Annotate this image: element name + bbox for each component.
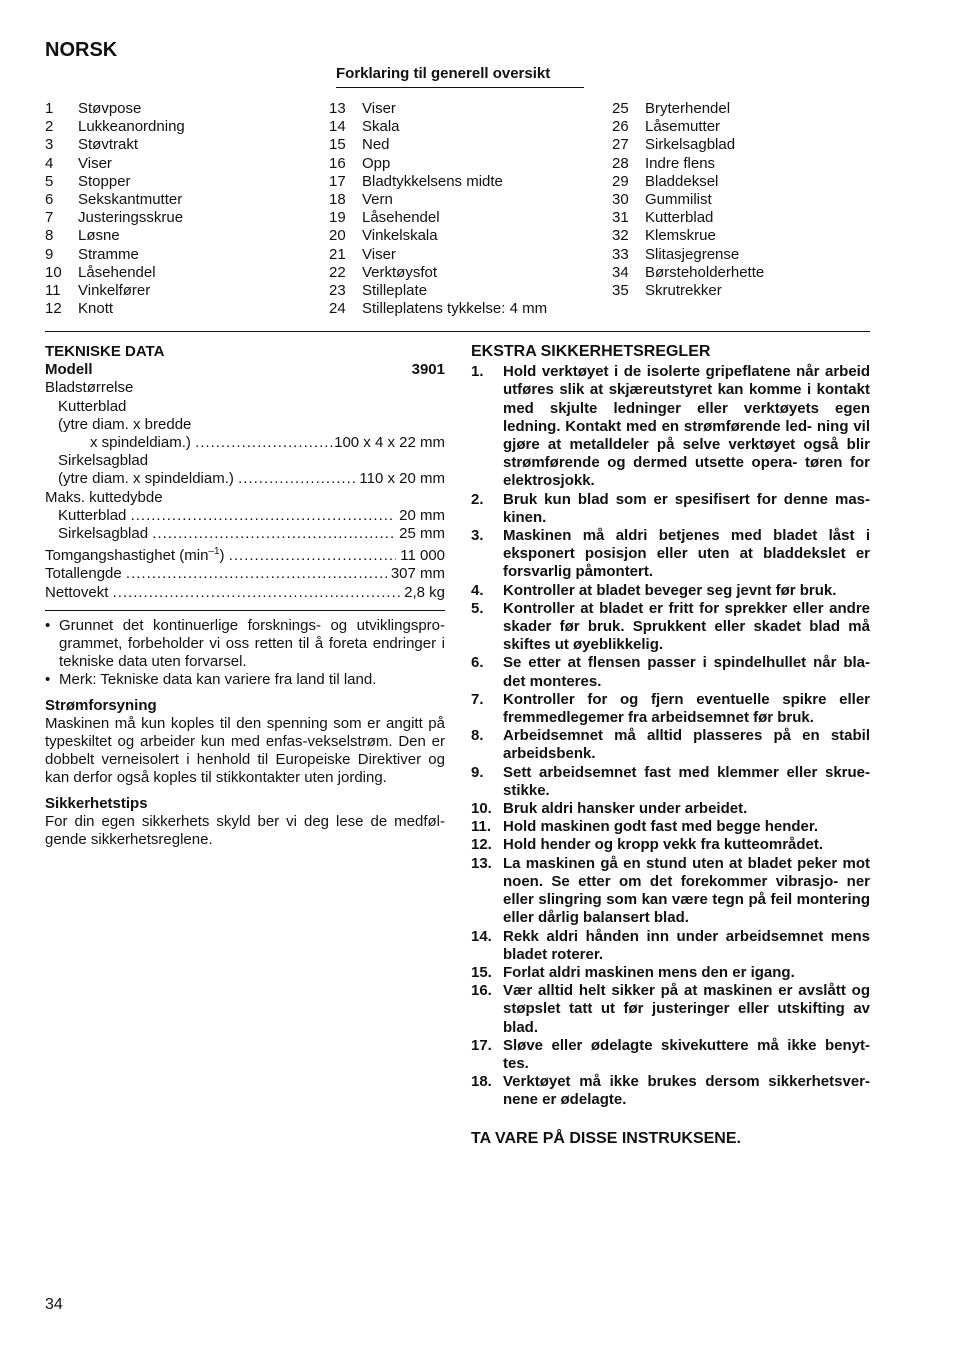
- legend-item: [329, 227, 547, 245]
- safety-rule: [471, 928, 870, 964]
- legend-label: Sirkelsagblad: [645, 136, 736, 154]
- rule-number: 12.: [471, 836, 492, 854]
- legend-number: 33: [612, 245, 629, 263]
- rule-text: Hold verktøyet i de isolerte gripeflatene når arbeid utføres slik at skjæreutstyret kan komme i kontakt med skjulte ledninger eller verktøyets egen ledning. Kontakt med en strømførende led- ning vil gjøre at metalldeler på selve verktøyet også blir strømførende og dermed utsette opera- tøren for elektrosjokk.: [503, 363, 870, 490]
- safety-rule: [471, 764, 870, 800]
- safety-rule: [471, 982, 870, 1037]
- circ-blade-label: Sirkelsagblad: [58, 452, 149, 470]
- legend-number: 32: [612, 227, 629, 245]
- rule-text: Se etter at flensen passer i spindelhullet når bla- det monteres.: [503, 654, 870, 690]
- legend-label: Lukkeanordning: [78, 118, 185, 136]
- legend-item: [612, 173, 764, 191]
- legend-item: [329, 282, 547, 300]
- legend-label: Kutterblad: [645, 209, 714, 227]
- legend-label: Støvpose: [78, 100, 142, 117]
- rule-number: 14.: [471, 927, 492, 945]
- cutter-dims-row: [45, 434, 445, 452]
- rule-text: Kontroller at bladet er fritt for sprekker eller andre skader før bruk. Sprukkent eller skadet blad må skiftes ut øyeblikkelig.: [503, 599, 870, 654]
- cutter-dims-value: 100 x 4 x 22 mm: [334, 434, 445, 452]
- speed-label: Tomgangshastighet $(\min^{-1})$: [45, 546, 225, 565]
- legend-item: [329, 191, 547, 209]
- speed-value: 11 000: [400, 547, 445, 565]
- rule-number: 16.: [471, 982, 492, 1000]
- rule-text: Kontroller at bladet beveger seg jevnt før bruk.: [503, 581, 837, 599]
- legend-item: [612, 282, 764, 300]
- legend-number: 11: [45, 282, 61, 300]
- legend-item: [612, 209, 764, 227]
- rule-text: Rekk aldri hånden inn under arbeidsemnet mens bladet roterer.: [503, 927, 870, 963]
- safety-rule: [471, 600, 870, 655]
- safety-rules-column: [471, 343, 870, 1148]
- legend-number: 13: [329, 100, 346, 117]
- rule-number: 9.: [471, 763, 484, 781]
- model-row: [45, 361, 445, 379]
- legend-item: [45, 246, 185, 264]
- legend-number: 5: [45, 172, 54, 190]
- page-number: 34: [45, 1296, 63, 1313]
- legend-label: Løsne: [78, 227, 120, 245]
- legend-item: [329, 155, 547, 173]
- legend-number: 21: [329, 245, 346, 263]
- rule-text: Sett arbeidsemnet fast med klemmer eller skrue- stikke.: [503, 763, 870, 799]
- legend-label: Vern: [362, 191, 393, 209]
- legend-number: 24: [329, 300, 346, 318]
- depth-cutter-row: [45, 507, 445, 525]
- safety-rule: [471, 1037, 870, 1073]
- legend-number: 31: [612, 209, 629, 227]
- rule-number: 3.: [471, 527, 484, 545]
- legend-label: Børsteholderhette: [645, 263, 765, 281]
- legend-item: [45, 118, 185, 136]
- legend-label: Indre flens: [645, 154, 716, 172]
- rule-text: Hold maskinen godt fast med begge hender.: [503, 818, 819, 836]
- legend-item: [612, 191, 764, 209]
- legend-label: Skala: [362, 118, 400, 136]
- rule-text: La maskinen gå en stund uten at bladet peker mot noen. Se etter om det forekommer vibrasjo- ner eller slingring som kan være tegn på feil montering eller dårlig balansert blad.: [503, 854, 870, 927]
- closing-statement: TA VARE PÅ DISSE INSTRUKSENE.: [471, 1129, 741, 1147]
- legend-number: 9: [45, 245, 54, 263]
- legend-item: [329, 136, 547, 154]
- legend-label: Verktøysfot: [362, 263, 438, 281]
- rule-text: Sløve eller ødelagte skivekuttere må ikke benyt- tes.: [503, 1036, 870, 1072]
- rule-number: 8.: [471, 727, 484, 745]
- tech-divider: [45, 610, 445, 611]
- legend-item: [329, 173, 547, 191]
- legend-number: 8: [45, 227, 54, 245]
- legend-number: 3: [45, 136, 54, 154]
- rule-text: Hold hender og kropp vekk fra kutteområdet.: [503, 836, 824, 854]
- rule-text: Bruk kun blad som er spesifisert for denne mas- kinen.: [503, 490, 870, 526]
- legend-number: 19: [329, 209, 346, 227]
- safety-rule: [471, 654, 870, 690]
- legend-label: Låsemutter: [645, 118, 721, 136]
- rule-text: Verktøyet må ikke brukes dersom sikkerhetsver- nene er ødelagte.: [503, 1073, 870, 1109]
- safety-rule: [471, 491, 870, 527]
- legend-number: 20: [329, 227, 346, 245]
- legend-number: 16: [329, 154, 346, 172]
- legend-label: Slitasjegrense: [645, 245, 740, 263]
- legend-label: Stopper: [78, 172, 131, 190]
- legend-number: 2: [45, 118, 54, 136]
- circ-dims-row: [45, 470, 445, 488]
- legend-item: [45, 209, 185, 227]
- legend-item: [612, 264, 764, 282]
- rule-text: Forlat aldri maskinen mens den er igang.: [503, 963, 795, 981]
- legend-item: [612, 100, 764, 118]
- model-value: 3901: [411, 361, 445, 379]
- rule-number: 13.: [471, 854, 492, 872]
- technical-data-column: [45, 343, 445, 849]
- depth-cutter-value: 20 mm: [399, 506, 445, 524]
- weight-row: [45, 584, 445, 602]
- legend-label: Gummilist: [645, 191, 712, 209]
- rule-number: 4.: [471, 581, 484, 599]
- legend-label: Opp: [362, 154, 391, 172]
- rule-number: 6.: [471, 654, 484, 672]
- legend-label: Støvtrakt: [78, 136, 139, 154]
- safety-rule: [471, 727, 870, 763]
- weight-label: Nettovekt: [45, 583, 109, 601]
- legend-number: 27: [612, 136, 629, 154]
- power-text: Maskinen må kun koples til den spenning som er angitt på typeskiltet og arbeider kun med enfas-vekselstrøm. Den er dobbelt verneisolert i henhold til Europeiske Direktiver og kan derfor også koples til stikkontakter uten jording.: [45, 714, 445, 787]
- legend-label: Låsehendel: [362, 209, 440, 227]
- depth-circ-row: [45, 525, 445, 543]
- legend-item: [612, 136, 764, 154]
- rule-text: Maskinen må aldri betjenes med bladet låst i eksponert posisjon eller uten at bladdekslet er forsvarlig påmontert.: [503, 527, 870, 581]
- legend-item: [45, 136, 185, 154]
- legend-item: [45, 155, 185, 173]
- legend-number: 25: [612, 100, 629, 117]
- safety-tips-text: For din egen sikkerhets skyld ber vi deg lese de medføl- gende sikkerhetsreglene.: [45, 812, 445, 849]
- legend-item: [329, 209, 547, 227]
- tech-data-heading: TEKNISKE DATA: [45, 343, 165, 360]
- cutter-dims-line1: (ytre diam. x bredde: [58, 415, 192, 433]
- legend-label: Justeringsskrue: [78, 209, 184, 227]
- legend-label: Stramme: [78, 245, 139, 263]
- safety-rule: [471, 363, 870, 490]
- legend-item: [329, 300, 547, 318]
- rule-number: 17.: [471, 1036, 492, 1054]
- legend-number: 28: [612, 154, 629, 172]
- safety-rule: [471, 800, 870, 818]
- legend-number: 12: [45, 300, 62, 318]
- legend-label: Knott: [78, 300, 114, 318]
- safety-rule: [471, 527, 870, 582]
- rule-number: 7.: [471, 690, 484, 708]
- legend-column-3: [612, 100, 764, 300]
- legend-item: [329, 264, 547, 282]
- legend-number: 14: [329, 118, 346, 136]
- safety-rule: [471, 964, 870, 982]
- rule-text: Bruk aldri hansker under arbeidet.: [503, 800, 748, 818]
- legend-label: Stilleplatens tykkelse: 4 mm: [362, 300, 548, 318]
- legend-number: 35: [612, 282, 629, 300]
- legend-label: Stilleplate: [362, 282, 428, 300]
- legend-item: [612, 155, 764, 173]
- safety-rule: [471, 582, 870, 600]
- tech-note-1: • Grunnet det kontinuerlige forsknings- og utviklingspro- grammet, forbeholder vi oss retten til å foreta endringer i tekniske data uten forvarsel.: [45, 616, 445, 671]
- legend-item: [612, 227, 764, 245]
- model-label: Modell: [45, 361, 93, 379]
- depth-circ-value: 25 mm: [399, 525, 445, 543]
- legend-item: [45, 191, 185, 209]
- speed-row: [45, 543, 445, 565]
- legend-number: 26: [612, 118, 629, 136]
- legend-item: [45, 227, 185, 245]
- legend-item: [329, 100, 547, 118]
- legend-label: Vinkelskala: [362, 227, 438, 245]
- weight-value: 2,8 kg: [404, 583, 445, 601]
- power-heading: Strømforsyning: [45, 696, 157, 714]
- legend-item: [45, 264, 185, 282]
- rule-number: 1.: [471, 363, 484, 381]
- legend-label: Viser: [362, 245, 396, 263]
- rule-number: 5.: [471, 599, 484, 617]
- rule-text: Arbeidsemnet må alltid plasseres på en stabil arbeidsbenk.: [503, 727, 870, 763]
- legend-number: 22: [329, 263, 346, 281]
- max-depth-label: Maks. kuttedybde: [45, 488, 163, 506]
- legend-label: Låsehendel: [78, 263, 156, 281]
- length-value: 307 mm: [390, 565, 445, 583]
- legend-number: 23: [329, 282, 346, 300]
- legend-label: Klemskrue: [645, 227, 716, 245]
- depth-cutter-label: Kutterblad: [58, 506, 127, 524]
- legend-number: 18: [329, 191, 346, 209]
- legend-column-2: [329, 100, 547, 318]
- legend-item: [612, 246, 764, 264]
- safety-rule: [471, 836, 870, 854]
- legend-item: [612, 118, 764, 136]
- rule-text: Vær alltid helt sikker på at maskinen er avslått og støpslet tatt ut før justeringer eller utskifting av blad.: [503, 982, 870, 1036]
- legend-label: Bladtykkelsens midte: [362, 172, 503, 190]
- depth-circ-label: Sirkelsagblad: [58, 525, 149, 543]
- rule-number: 11.: [471, 818, 492, 836]
- cutter-dims-line2: x spindeldiam.): [90, 434, 191, 452]
- legend-item: [45, 300, 185, 318]
- length-row: [45, 565, 445, 583]
- circ-dims-label: (ytre diam. x spindeldiam.): [58, 470, 234, 488]
- safety-rule: [471, 818, 870, 836]
- blade-size-label: Bladstørrelse: [45, 379, 134, 397]
- legend-number: 4: [45, 154, 54, 172]
- rule-number: 10.: [471, 800, 492, 818]
- safety-rule: [471, 1073, 870, 1109]
- rule-text: Kontroller for og fjern eventuelle spikre eller fremmedlegemer fra arbeidsemnet før bruk.: [503, 690, 870, 727]
- legend-label: Vinkelfører: [78, 282, 151, 300]
- circ-dims-value: 110 x 20 mm: [359, 470, 445, 488]
- legend-label: Skrutrekker: [645, 282, 722, 300]
- legend-item: [329, 246, 547, 264]
- rule-number: 15.: [471, 963, 492, 981]
- legend-number: 7: [45, 209, 54, 227]
- section-divider: [45, 331, 870, 332]
- legend-number: 29: [612, 172, 629, 190]
- legend-number: 10: [45, 263, 62, 281]
- safety-rules-list: [471, 363, 870, 1109]
- rule-number: 2.: [471, 490, 484, 508]
- legend-label: Viser: [78, 154, 112, 172]
- legend-number: 1: [45, 100, 54, 117]
- legend-label: Sekskantmutter: [78, 191, 183, 209]
- legend-number: 34: [612, 263, 629, 281]
- safety-rule: [471, 691, 870, 727]
- overview-title: Forklaring til generell oversikt: [336, 65, 584, 88]
- legend-number: 30: [612, 191, 629, 209]
- safety-rule: [471, 855, 870, 928]
- legend-label: Viser: [362, 100, 396, 117]
- extra-safety-heading: EKSTRA SIKKERHETSREGLER: [471, 343, 711, 360]
- legend-label: Ned: [362, 136, 390, 154]
- cutter-blade-label: Kutterblad: [58, 397, 127, 415]
- legend-item: [329, 118, 547, 136]
- tech-note-2: • Merk: Tekniske data kan variere fra land til land.: [45, 671, 377, 689]
- legend-column-1: [45, 100, 185, 318]
- rule-number: 18.: [471, 1073, 492, 1091]
- length-label: Totallengde: [45, 565, 122, 583]
- legend-label: Bladdeksel: [645, 172, 719, 190]
- legend-item: [45, 282, 185, 300]
- legend-label: Bryterhendel: [645, 100, 731, 117]
- legend-number: 15: [329, 136, 346, 154]
- language-heading: NORSK: [45, 39, 118, 61]
- safety-tips-heading: Sikkerhetstips: [45, 794, 148, 812]
- legend-item: [45, 173, 185, 191]
- legend-number: 17: [329, 172, 346, 190]
- legend-item: [45, 100, 185, 118]
- legend-number: 6: [45, 191, 54, 209]
